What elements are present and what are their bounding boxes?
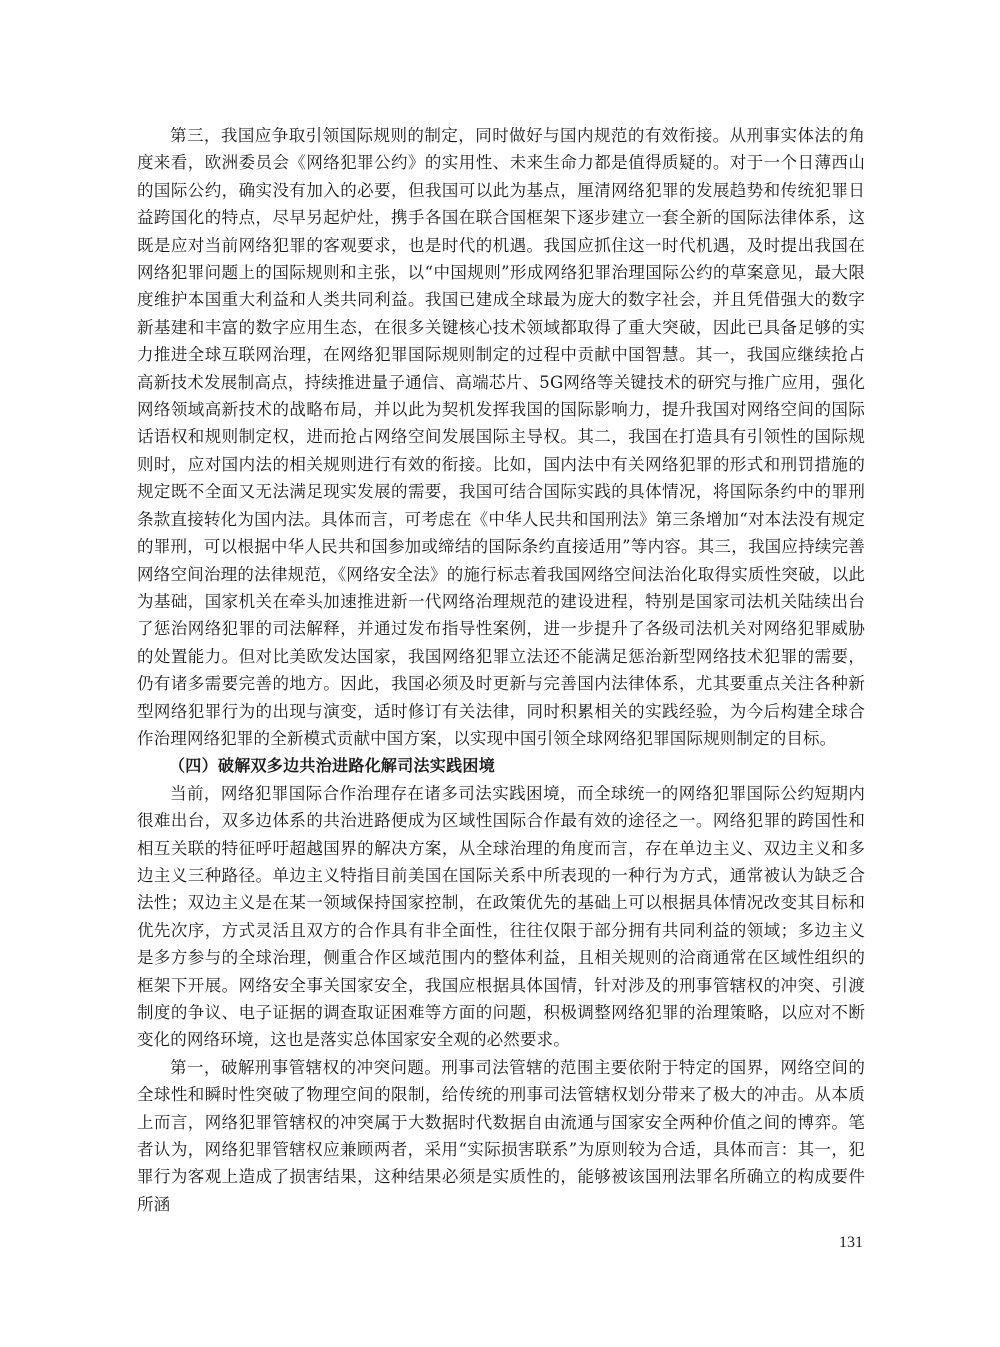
- paragraph-third-point: 第三，我国应争取引领国际规则的制定，同时做好与国内规范的有效衔接。从刑事实体法的角度来看，欧洲委员会《网络犯罪公约》的实用性、未来生命力都是值得质疑的。对于一个日薄西山的国际公约，确实没有加入的必要，但我国可以此为基点，厘清网络犯罪的发展趋势和传统犯罪日益跨国化的特点，尽早另起炉灶，携手各国在联合国框架下逐步建立一套全新的国际法律体系，这既是应对当前网络犯罪的客观要求，也是时代的机遇。我国应抓住这一时代机遇，及时提出我国在网络犯罪问题上的国际规则和主张，以“中国规则”形成网络犯罪治理国际公约的草案意见，最大限度维护本国重大利益和人类共同利益。我国已建成全球最为庞大的数字社会，并且凭借强大的数字新基建和丰富的数字应用生态，在很多关键核心技术领域都取得了重大突破，因此已具备足够的实力推进全球互联网治理，在网络犯罪国际规则制定的过程中贡献中国智慧。其一，我国应继续抢占高新技术发展制高点，持续推进量子通信、高端芯片、5G网络等关键技术的研究与推广应用，强化网络领域高新技术的战略布局，并以此为契机发挥我国的国际影响力，提升我国对网络空间的国际话语权和规则制定权，进而抢占网络空间发展国际主导权。其二，我国在打造具有引领性的国际规则时，应对国内法的相关规则进行有效的衔接。比如，国内法中有关网络犯罪的形式和刑罚措施的规定既不全面又无法满足现实发展的需要，我国可结合国际实践的具体情况，将国际条约中的罪刑条款直接转化为国内法。具体而言，可考虑在《中华人民共和国刑法》第三条增加“对本法没有规定的罪刑，可以根据中华人民共和国参加或缔结的国际条约直接适用”等内容。其三，我国应持续完善网络空间治理的法律规范，《网络安全法》的施行标志着我国网络空间法治化取得实质性突破，以此为基础，国家机关在牵头加速推进新一代网络治理规范的建设进程，特别是国家司法机关陆续出台了惩治网络犯罪的司法解释，并通过发布指导性案例，进一步提升了各级司法机关对网络犯罪威胁的处置能力。但对比美欧发达国家，我国网络犯罪立法还不能满足惩治新型网络技术犯罪的需要，仍有诸多需要完善的地方。因此，我国必须及时更新与完善国内法律体系，尤其要重点关注各种新型网络犯罪行为的出现与演变，适时修订有关法律，同时积累相关的实践经验，为今后构建全球合作治理网络犯罪的全新模式贡献中国方案，以实现中国引领全球网络犯罪国际规则制定的目标。: [137, 126, 865, 748]
- section-heading: （四）破解双多边共治进路化解司法实践困境: [169, 756, 496, 776]
- paragraph-current-situation: 当前，网络犯罪国际合作治理存在诸多司法实践困境，而全球统一的网络犯罪国际公约短期内很难出台，双多边体系的共治进路便成为区域性国际合作最有效的途径之一。网络犯罪的跨国性和相互关联的特征呼吁超越国界的解决方案，从全球治理的角度而言，存在单边主义、双边主义和多边主义三种路径。单边主义特指目前美国在国际关系中所表现的一种行为方式，通常被认为缺乏合法性；双边主义是在某一领域保持国家控制，在政策优先的基础上可以根据具体情况改变其目标和优先次序，方式灵活且双方的合作具有非全面性，往往仅限于部分拥有共同利益的领域；多边主义是多方参与的全球治理，侧重合作区域范围内的整体利益，且相关规则的洽商通常在区域性组织的框架下开展。网络安全事关国家安全，我国应根据具体国情，针对涉及的刑事管辖权的冲突、引渡制度的争议、电子证据的调查取证困难等方面的问题，积极调整网络犯罪的治理策略，以应对不断变化的网络环境，这也是落实总体国家安全观的必然要求。: [137, 783, 865, 1050]
- page-body: [137, 122, 865, 1218]
- paragraph-first-point: 第一，破解刑事管辖权的冲突问题。刑事司法管辖的范围主要依附于特定的国界，网络空间的全球性和瞬时性突破了物理空间的限制，给传统的刑事司法管辖权划分带来了极大的冲击。从本质上而言，网络犯罪管辖权的冲突属于大数据时代数据自由流通与国家安全两种价值之间的博弈。笔者认为，网络犯罪管辖权应兼顾两者，采用“实际损害联系”为原则较为合适，具体而言：其一，犯罪行为客观上造成了损害结果，这种结果必须是实质性的，能够被该国刑法罪名所确立的构成要件所涵: [137, 1057, 865, 1214]
- page-number: 131: [839, 1234, 863, 1251]
